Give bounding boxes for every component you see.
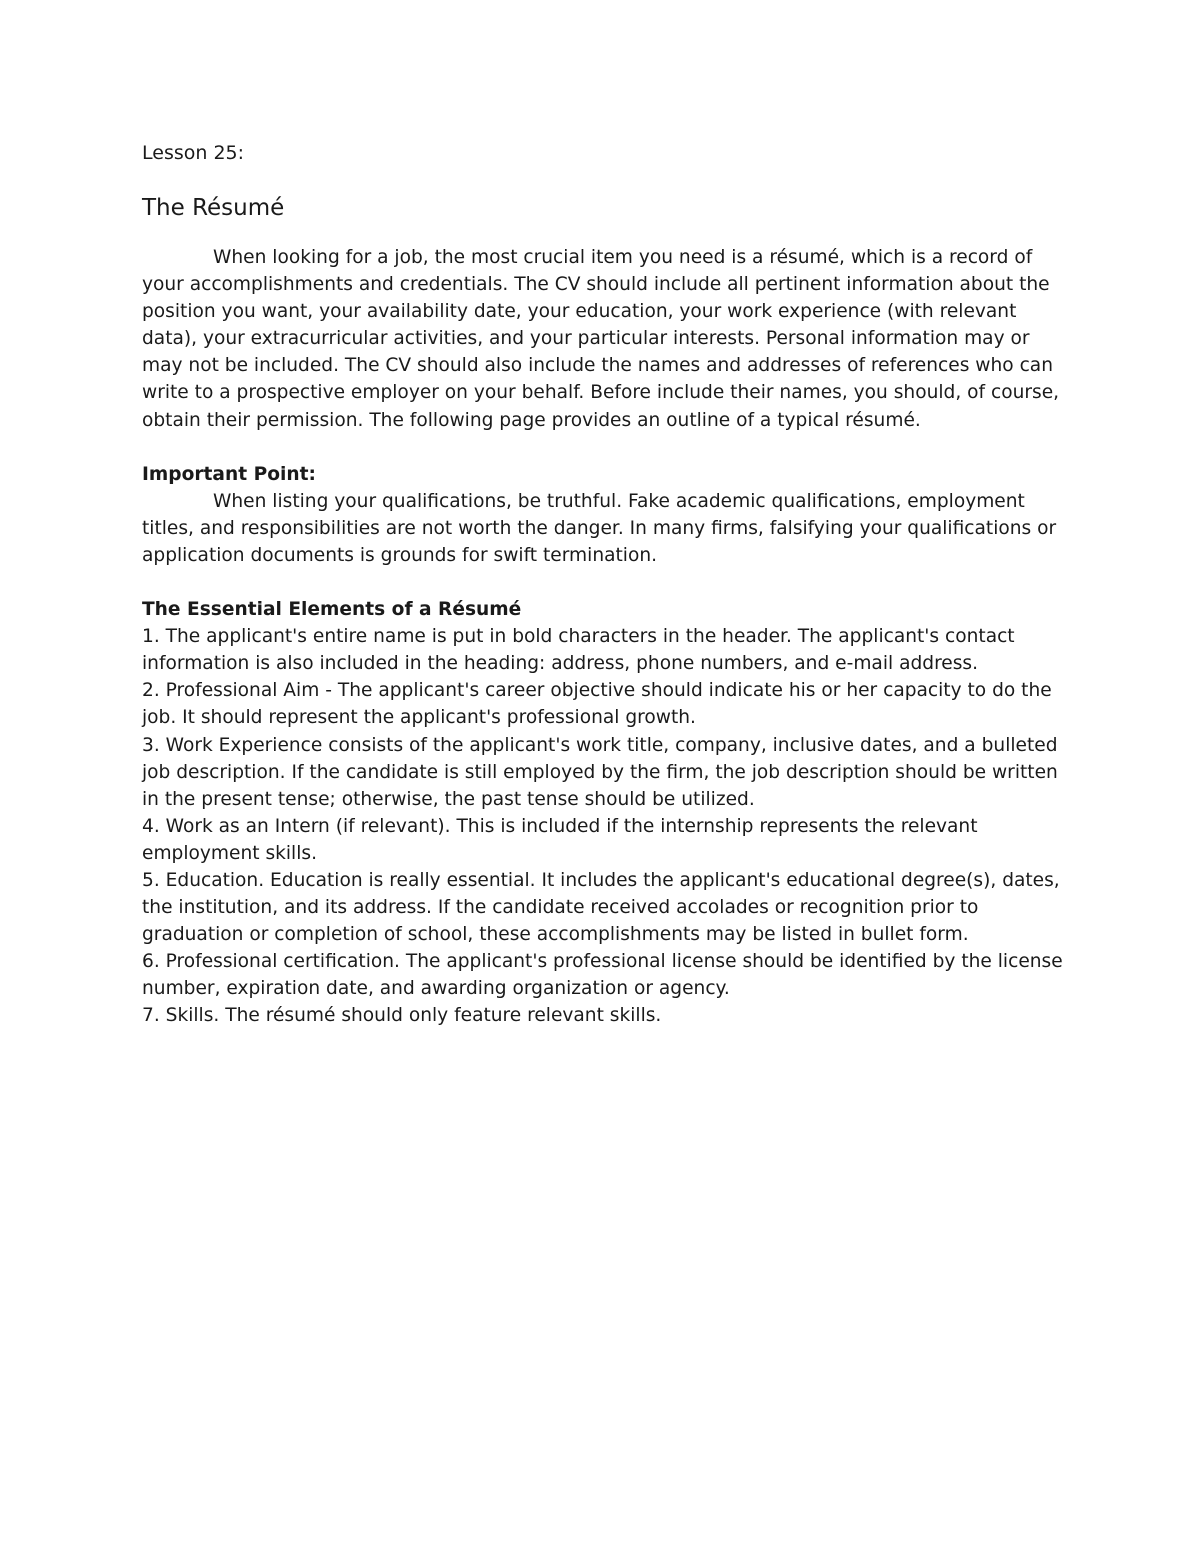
list-item: 7. Skills. The résumé should only feature relevant skills. xyxy=(142,1005,662,1027)
important-point-text: When listing your qualifications, be truthful. Fake academic qualifications, employment titles, and responsibilities are not worth the danger. In many firms, falsifying your qualifications or application documents is grounds for swift termination. xyxy=(142,490,1057,566)
list-item: 1. The applicant's entire name is put in bold characters in the header. The applicant's contact information is also included in the heading: address, phone numbers, and e-mail address. xyxy=(142,626,1015,675)
list-item: 3. Work Experience consists of the applicant's work title, company, inclusive dates, and a bulleted job description. If the candidate is still employed by the firm, the job description should be written in the present tense; otherwise, the past tense should be utilized. xyxy=(142,734,1058,810)
essential-elements-heading: The Essential Elements of a Résumé xyxy=(142,599,522,621)
list-item: 4. Work as an Intern (if relevant). This is included if the internship represents the relevant employment skills. xyxy=(142,815,978,864)
important-point-heading: Important Point: xyxy=(142,463,316,485)
lesson-label: Lesson 25: xyxy=(142,142,245,164)
list-item: 6. Professional certification. The applicant's professional license should be identified by the license number, expiration date, and awarding organization or agency. xyxy=(142,951,1063,1000)
important-point-section xyxy=(142,461,1072,569)
essential-elements-section xyxy=(142,596,1072,1030)
page-title: The Résumé xyxy=(142,195,285,221)
list-item: 5. Education. Education is really essential. It includes the applicant's educational degree(s), dates, the institution, and its address. If the candidate received accolades or recognition prior to graduation or completion of school, these accomplishments may be listed in bullet form. xyxy=(142,869,1060,946)
document-page xyxy=(142,138,1072,1030)
list-item: 2. Professional Aim - The applicant's career objective should indicate his or her capacity to do the job. It should represent the applicant's professional growth. xyxy=(142,680,1052,729)
essential-elements-list xyxy=(142,623,1072,1029)
intro-paragraph: When looking for a job, the most crucial item you need is a résumé, which is a record of your accomplishments and credentials. The CV should include all pertinent information about the position you want, your availability date, your education, your work experience (with relevant data), your extracurricular activities, and your particular interests. Personal information may or may not be included. The CV should also include the names and addresses of references who can write to a prospective employer on your behalf. Before include their names, you should, of course, obtain their permission. The following page provides an outline of a typical résumé. xyxy=(142,247,1060,431)
